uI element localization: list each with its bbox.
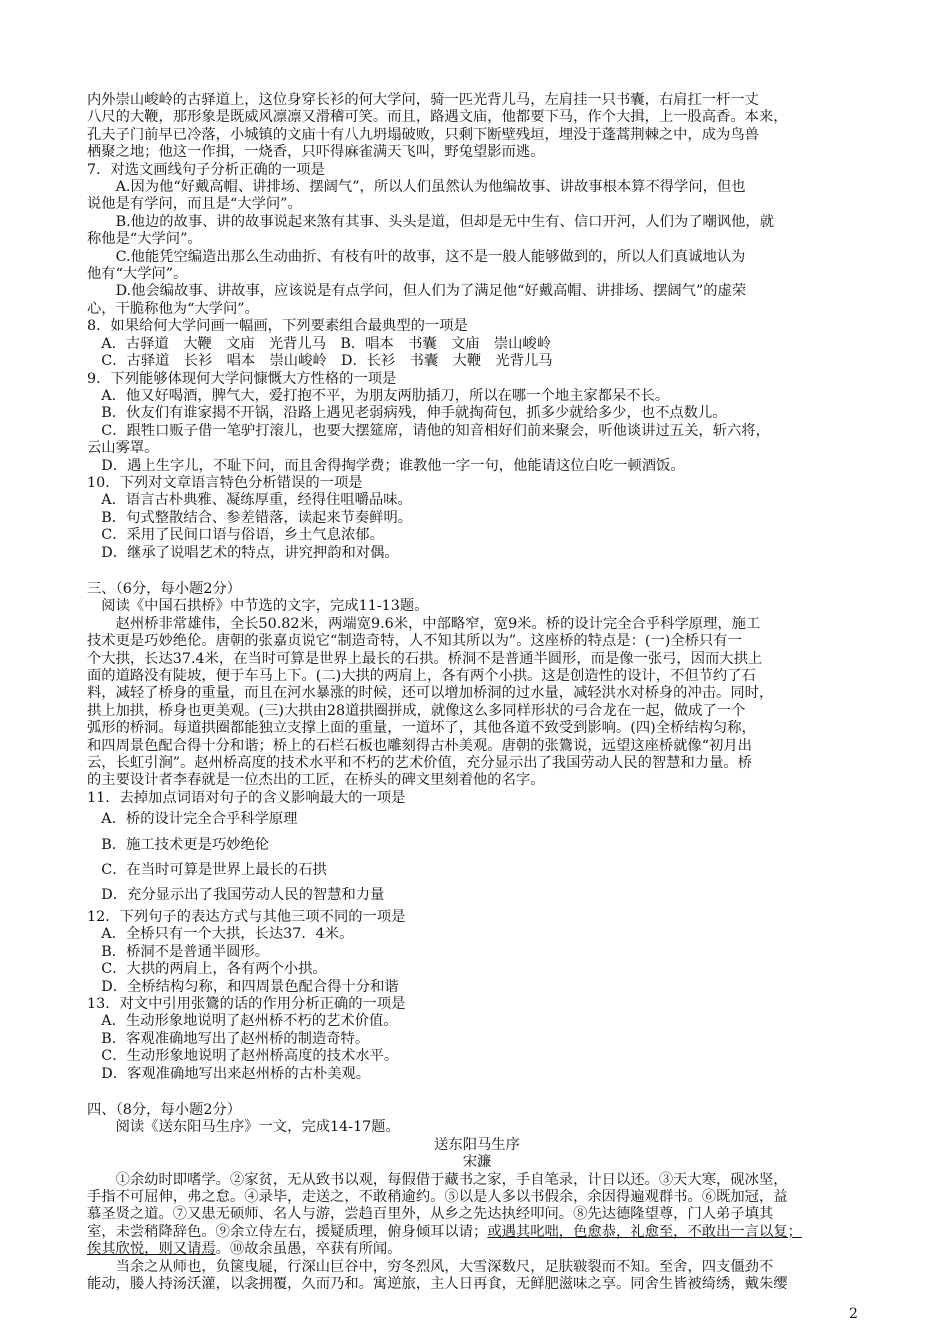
option-row: A．古驿道 大鞭 文庙 光背儿马 B．唱本 书囊 文庙 崇山峻岭 <box>101 335 552 352</box>
question-7 <box>87 162 867 319</box>
passage-line <box>87 1241 867 1258</box>
passage-line: 技术更是巧妙绝伦。唐朝的张嘉贞说它“制造奇特，人不知其所以为”。这座桥的特点是：(一)全桥只有一 <box>87 633 742 650</box>
question-11 <box>87 790 867 909</box>
option-d: D．遇上生字儿，不耻下问，而且舍得掏学费；谁教他一字一句，他能请这位白吃一顿酒饭。 <box>101 457 685 474</box>
option-c: C．跟牲口贩子借一笔驴打滚儿，也要大摆筵席，请他的知音相好们前来聚会，听他谈讲过五关，斩六将， <box>101 422 770 439</box>
option-b: B．施工技术更是巧妙绝伦 <box>101 836 270 853</box>
passage-line: 手指不可屈伸，弗之怠。④录毕，走送之，不敢稍逾约。⑤以是人多以书假余，余因得遍观群书。⑥既加冠，益 <box>87 1188 788 1205</box>
essay-author: 宋濂 <box>462 1154 492 1171</box>
option-a: A.因为他“好戴高帽、讲排场、摆阔气”，所以人们虽然认为他编故事、讲故事根本算不得学问，但也 <box>115 179 746 196</box>
passage-line: 云，长虹引涧”。赵州桥高度的技术水平和不朽的艺术价值，充分显示出了我国劳动人民的智慧和力量。桥 <box>87 755 752 772</box>
passage-line: 赵州桥非常雄伟，全长50.82米，两端宽9.6米，中部略窄，宽9米。桥的设计完全合乎科学原理，施工 <box>115 615 761 632</box>
question-stem: 13．对文中引用张鷟的话的作用分析正确的一项是 <box>87 995 406 1012</box>
option-c-cont: 云山雾罩。 <box>87 440 159 457</box>
option-a-cont: 说他是有学问，而且是“大学问”。 <box>87 196 302 213</box>
passage-line: 料，减轻了桥身的重量，而且在河水暴涨的时候，还可以增加桥洞的过水量，减轻洪水对桥身的冲击。同时， <box>87 685 774 702</box>
option-b-cont: 称他是“大学问”。 <box>87 231 202 248</box>
spacer <box>87 1083 867 1102</box>
spacer <box>87 562 867 581</box>
question-stem: 11．去掉加点词语对句子的含义影响最大的一项是 <box>87 789 406 806</box>
option-d: D．继承了说唱艺术的特点，讲究押韵和对偶。 <box>101 544 399 561</box>
option-b: B．伙友们有谁家揭不开锅，沿路上遇见老弱病残，伸手就掏荷包，抓多少就给多少，也不点数儿。 <box>101 405 727 422</box>
passage-line <box>87 1224 867 1241</box>
option-a: A．桥的设计完全合乎科学原理 <box>101 811 298 828</box>
option-a: A．语言古朴典雅、凝练厚重，经得住咀嚼品味。 <box>101 492 412 509</box>
passage-line: 个大拱，长达37.4米，在当时可算是世界上最长的石拱。桥洞不是普通半圆形，而是像一张弓，因而大拱上 <box>87 650 763 667</box>
underlined-sentence: 俟其欣悦，则又请焉 <box>87 1241 216 1258</box>
option-c: C．在当时可算是世界上最长的石拱 <box>101 862 327 879</box>
option-a: A．全桥只有一个大拱，长达37．4米。 <box>101 926 354 943</box>
passage-line: 弧形的桥洞。每道拱圈都能独立支撑上面的重量，一道坏了，其他各道不致受到影响。(四)全桥结构匀称， <box>87 720 756 737</box>
passage-line: 的主要设计者李春就是一位杰出的工匠，在桥头的碑文里刻着他的名字。 <box>87 772 545 789</box>
option-b: B.他边的故事、讲的故事说起来煞有其事、头头是道，但却是无中生有、信口开河，人们为了嘲讽他，就 <box>115 213 774 230</box>
option-d-cont: 心，干脆称他为“大学问”。 <box>87 300 259 317</box>
passage-text: 室，未尝稍降辞色。⑨余立侍左右，援疑质理，俯身倾耳以请； <box>87 1223 488 1240</box>
option-b: B．桥洞不是普通半圆形。 <box>101 943 270 960</box>
question-8 <box>87 318 867 370</box>
underlined-sentence: 或遇其叱咄，色愈恭，礼愈至，不敢出一言以复； <box>487 1223 802 1240</box>
passage-line: 慕圣贤之道。⑦又患无硕师、名人与游，尝趋百里外，从乡之先达执经叩问。⑧先达德隆望尊，门人弟子填其 <box>87 1206 774 1223</box>
passage-line: 栖聚之地；他这一作揖，一烧香，只吓得麻雀满天飞叫，野兔望影而逃。 <box>87 144 545 161</box>
passage-line: 八尺的大鞭，那形象是既威风凛凛又滑稽可笑。而且，路遇文庙，他都要下马，作个大揖，上一股高香。本来， <box>87 109 788 126</box>
essay-title: 送东阳马生序 <box>434 1136 520 1153</box>
passage-continuation <box>87 92 867 162</box>
question-stem: 10．下列对文章语言特色分析错误的一项是 <box>87 474 363 491</box>
passage-line: 和四周景色配合得十分和谐；桥上的石栏石板也雕刻得古朴美观。唐朝的张鷟说，远望这座桥就像“初月出 <box>87 737 752 754</box>
passage-line: 当余之从师也，负箧曳屣，行深山巨谷中，穷冬烈风，大雪深数尺，足肤皲裂而不知。至舍，四支僵劲不 <box>115 1258 774 1275</box>
section-intro: 阅读《中国石拱桥》中节选的文字，完成11-13题。 <box>101 598 429 615</box>
section-heading: 四、（8分，每小题2分） <box>87 1101 242 1118</box>
option-d: D.他会编故事、讲故事，应该说是有点学问，但人们为了满足他“好戴高帽、讲排场、摆阔气”的虚荣 <box>115 283 747 300</box>
question-stem: 9．下列能够体现何大学问慷慨大方性格的一项是 <box>87 370 397 387</box>
question-12 <box>87 909 867 996</box>
option-c-cont: 他有“大学问”。 <box>87 266 188 283</box>
passage-line: 能动，媵人持汤沃灌，以衾拥覆，久而乃和。寓逆旅，主人日再食，无鲜肥滋味之享。同舍生皆被绮绣，戴朱缨 <box>87 1276 788 1292</box>
section-heading: 三、（6分，每小题2分） <box>87 580 242 597</box>
passage-line: 内外崇山峻岭的古驿道上，这位身穿长衫的何大学问，骑一匹光背儿马，左肩挂一只书囊，右肩扛一杆一丈 <box>87 92 759 108</box>
option-a: A．他又好喝酒，脾气大，爱打抱不平，为朋友两肋插刀，所以在哪一个地主家都呆不长。 <box>101 387 670 404</box>
option-a: A．生动形象地说明了赵州桥不朽的艺术价值。 <box>101 1013 398 1030</box>
passage-line: 孔夫子门前早已冷落，小城镇的文庙十有八九坍塌破败，只剩下断壁残垣，埋没于蓬蒿荆棘之中，成为鸟兽 <box>87 126 759 143</box>
option-row: C．古驿道 长衫 唱本 崇山峻岭 D．长衫 书囊 大鞭 光背儿马 <box>101 353 553 370</box>
question-10 <box>87 475 867 562</box>
question-13 <box>87 996 867 1083</box>
option-b: B．句式整散结合、参差错落，读起来节奏鲜明。 <box>101 509 413 526</box>
section-4 <box>87 1102 867 1293</box>
passage-text: 。⑩故余虽愚，卒获有所闻。 <box>215 1241 402 1258</box>
option-c: C．生动形象地说明了赵州桥高度的技术水平。 <box>101 1048 399 1065</box>
document-page <box>87 92 867 1293</box>
option-d: D．客观准确地写出来赵州桥的古朴美观。 <box>101 1065 371 1082</box>
page-number: 2 <box>849 1306 858 1322</box>
option-c: C．采用了民间口语与俗语，乡土气息浓郁。 <box>101 527 384 544</box>
question-9 <box>87 371 867 475</box>
question-stem: 12．下列句子的表达方式与其他三项不同的一项是 <box>87 908 406 925</box>
section-intro: 阅读《送东阳马生序》一文，完成14-17题。 <box>115 1119 400 1136</box>
option-b: B．客观准确地写出了赵州桥的制造奇特。 <box>101 1030 370 1047</box>
passage-line: ①余幼时即嗜学。②家贫，无从致书以观，每假借于藏书之家，手自笔录，计日以还。③天大寒，砚冰坚， <box>115 1171 788 1188</box>
section-3 <box>87 581 867 790</box>
passage-line: 面的道路没有陡坡，便于车马上下。(二)大拱的两肩上，各有两个小拱。这是创造性的设计，不但节约了石 <box>87 668 756 684</box>
question-stem: 8．如果给何大学问画一幅画，下列要素组合最典型的一项是 <box>87 318 468 335</box>
option-d: D．全桥结构匀称，和四周景色配合得十分和谐 <box>101 978 399 995</box>
option-c: C.他能凭空编造出那么生动曲折、有枝有叶的故事，这不是一般人能够做到的，所以人们真诚地认为 <box>115 248 746 265</box>
passage-line: 拱上加拱，桥身也更美观。(三)大拱由28道拱圈拼成，就像这么多同样形状的弓合龙在一起，做成了一个 <box>87 702 746 719</box>
question-stem: 7．对选文画线句子分析正确的一项是 <box>87 161 325 178</box>
option-c: C．大拱的两肩上，各有两个小拱。 <box>101 961 327 978</box>
option-d: D．充分显示出了我国劳动人民的智慧和力量 <box>101 887 385 904</box>
